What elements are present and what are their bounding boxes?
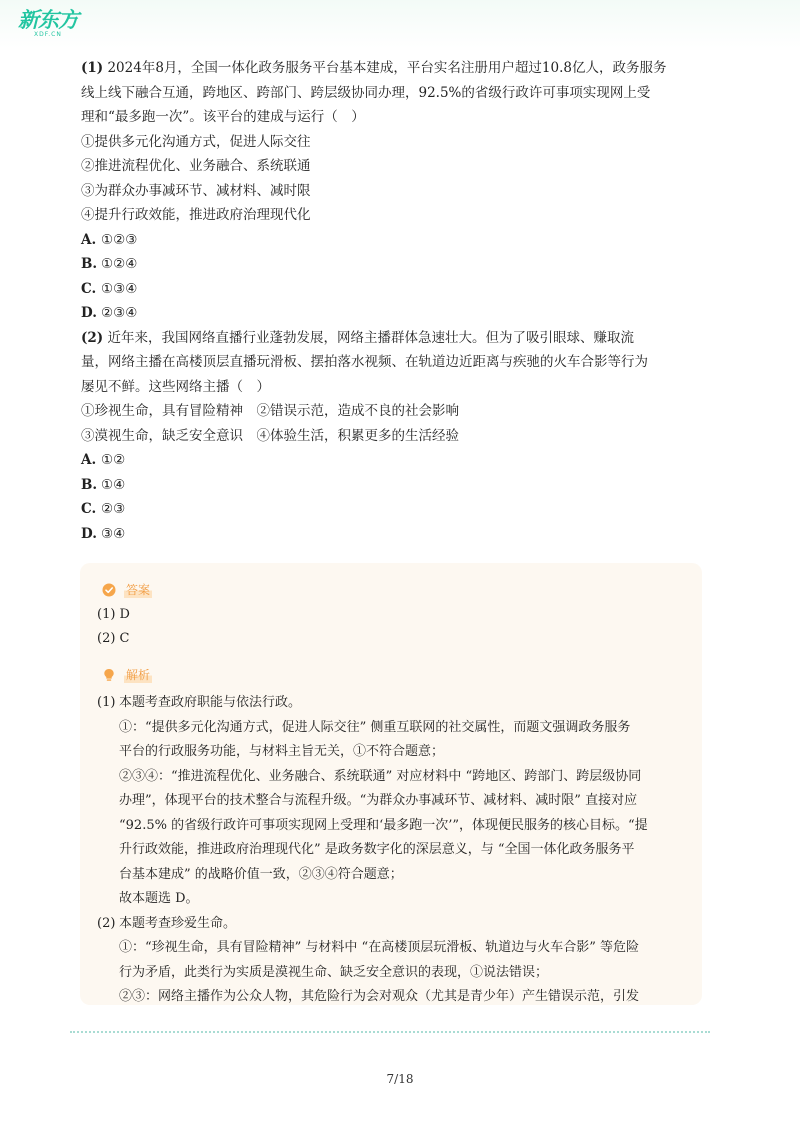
analysis-item-1 xyxy=(97,691,697,912)
choice-label: C. xyxy=(81,280,97,297)
analysis-line: ②③④：“推进流程优化、业务融合、系统联通” 对应材料中 “跨地区、跨部门、跨层级协同 xyxy=(119,768,642,784)
question-number: (1) xyxy=(81,60,104,76)
option-statement: ①珍视生命，具有冒险精神 ②错误示范，造成不良的社会影响 xyxy=(81,403,459,419)
choice-text: ①②③ xyxy=(101,231,138,248)
choice-a xyxy=(81,228,703,253)
analysis-line: 行为矛盾，此类行为实质是漠视生命、缺乏安全意识的表现，①说法错误； xyxy=(119,964,549,980)
lightbulb-icon xyxy=(102,667,116,681)
choice-label: B. xyxy=(81,476,98,493)
analysis-body xyxy=(97,691,697,1010)
question-1 xyxy=(81,56,703,326)
analysis-item-head xyxy=(97,691,697,716)
choice-text: ①② xyxy=(101,452,126,468)
analysis-line: 升行政效能，推进政府治理现代化” 是政务数字化的深层意义，与 “全国一体化政务服务平 xyxy=(119,842,635,857)
answer-header xyxy=(102,580,152,598)
analysis-line: ①：“珍视生命，具有冒险精神” 与材料中 “在高楼顶层玩滑板、轨道边与火车合影” 等危险 xyxy=(119,940,639,955)
choice-c xyxy=(81,277,703,302)
choice-text: ①③④ xyxy=(101,280,138,297)
choice-text: ③④ xyxy=(101,525,126,542)
choice-text: ①④ xyxy=(101,476,126,493)
question-stem xyxy=(81,326,703,400)
option-statement: ③为群众办事减环节、减材料、减时限 xyxy=(81,182,311,199)
stem-line: 理和“最多跑一次”。该平台的建成与运行（ ） xyxy=(81,109,365,125)
analysis-heading: 本题考查珍爱生命。 xyxy=(119,915,237,931)
stem-line: 线上线下融合互通，跨地区、跨部门、跨层级协同办理，92.5%的省级行政许可事项实现网上受 xyxy=(81,84,651,101)
option-statement: ②推进流程优化、业务融合、系统联通 xyxy=(81,158,311,174)
stem-line: 量，网络主播在高楼顶层直播玩滑板、摆拍落水视频、在轨道边近距离与疾驰的火车合影等行为 xyxy=(81,354,648,370)
analysis-header xyxy=(102,665,152,683)
choice-label: B. xyxy=(81,256,98,272)
analysis-text xyxy=(97,936,697,1010)
stem-line: 2024年8月，全国一体化政务服务平台基本建成，平台实名注册用户超过10.8亿人，政务服务 xyxy=(103,60,667,76)
analysis-item-2 xyxy=(97,912,697,1010)
option-statement: ③漠视生命，缺乏安全意识 ④体验生活，积累更多的生活经验 xyxy=(81,427,459,444)
logo-domain: XDF.CN xyxy=(34,31,62,38)
analysis-text xyxy=(97,716,697,912)
analysis-line: “92.5% 的省级行政许可事项实现网上受理和‘最多跑一次’”，体现便民服务的核心目标。“提 xyxy=(119,817,648,833)
stem-line: 近年来，我国网络直播行业蓬勃发展，网络主播群体急速壮大。但为了吸引眼球、赚取流 xyxy=(103,329,634,346)
choice-text: ②③ xyxy=(101,501,126,517)
question-stem xyxy=(81,56,703,130)
stem-line: 屡见不鲜。这些网络主播（ ） xyxy=(81,378,270,395)
option-statement: ①提供多元化沟通方式，促进人际交往 xyxy=(81,133,311,150)
choice-d xyxy=(81,301,703,326)
choice-b xyxy=(81,473,703,498)
page-number: 7/18 xyxy=(386,1072,414,1086)
choice-text: ②③④ xyxy=(101,305,138,321)
check-badge-icon xyxy=(102,582,116,596)
analysis-number: (2) xyxy=(97,915,116,931)
choice-label: C. xyxy=(81,501,97,517)
answer-line: (2) C xyxy=(97,631,130,646)
question-number: (2) xyxy=(81,329,104,346)
choice-label: A. xyxy=(81,231,97,248)
choice-label: A. xyxy=(81,452,97,468)
analysis-item-head xyxy=(97,912,697,937)
analysis-line: 台基本建成” 的战略价值一致，②③④符合题意； xyxy=(119,866,403,882)
choice-text: ①②④ xyxy=(101,256,138,272)
footer-divider xyxy=(70,1031,710,1033)
analysis-line: 平台的行政服务功能，与材料主旨无关，①不符合题意； xyxy=(119,744,445,759)
question-2 xyxy=(81,326,703,547)
analysis-line: 办理”，体现平台的技术整合与流程升级。“为群众办事减环节、减材料、减时限” 直接对应 xyxy=(119,793,638,808)
brand-logo xyxy=(18,8,88,42)
choice-b xyxy=(81,252,703,277)
choice-a xyxy=(81,448,703,473)
analysis-heading: 本题考查政府职能与依法行政。 xyxy=(119,695,302,710)
logo-wordmark: 新东方 xyxy=(18,8,78,32)
answer-panel xyxy=(80,563,702,1005)
choice-label: D. xyxy=(81,305,97,321)
analysis-line: ①：“提供多元化沟通方式，促进人际交往” 侧重互联网的社交属性，而题文强调政务服务 xyxy=(119,719,631,735)
question-section xyxy=(81,56,703,546)
answer-line: (1) D xyxy=(97,607,130,622)
page-header xyxy=(0,0,800,48)
choice-label: D. xyxy=(81,525,97,542)
choice-c xyxy=(81,497,703,522)
analysis-line: ②③：网络主播作为公众人物，其危险行为会对观众（尤其是青少年）产生错误示范，引发 xyxy=(119,989,640,1004)
analysis-title: 解析 xyxy=(126,667,151,682)
answer-title: 答案 xyxy=(126,582,151,597)
analysis-line: 故本题选 D。 xyxy=(119,891,199,906)
choice-d xyxy=(81,522,703,547)
option-statement: ④提升行政效能，推进政府治理现代化 xyxy=(81,207,311,223)
analysis-number: (1) xyxy=(97,695,116,710)
